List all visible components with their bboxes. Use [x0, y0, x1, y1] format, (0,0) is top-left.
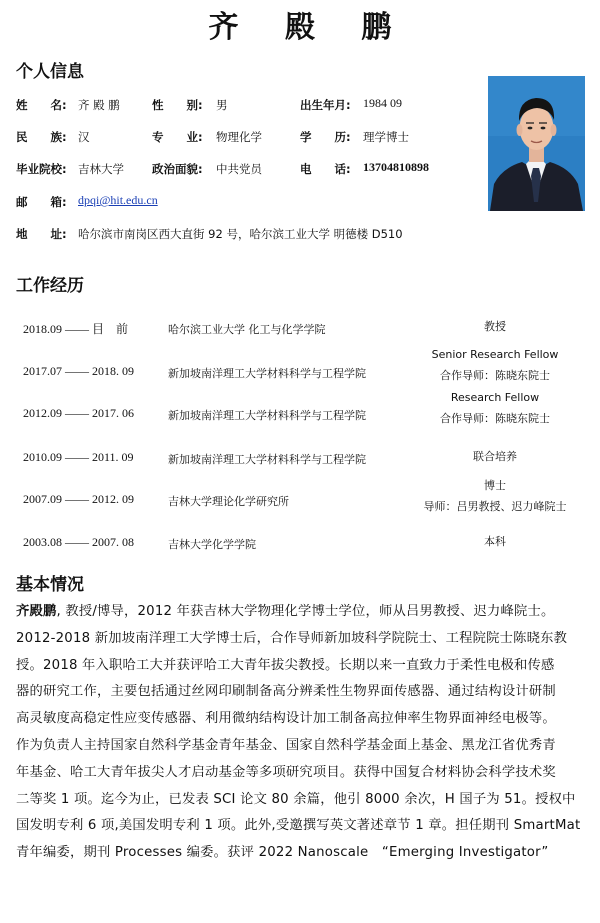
school-label: 毕业院校: [16, 162, 67, 176]
bio-line: 年基金、哈工大青年拔尖人才启动基金等多项研究项目。获得中国复合材料协会科学技术奖 [16, 764, 556, 780]
ethnicity-value: 汉 [78, 130, 90, 144]
bio-line-text: , 教授/博导，2012 年获吉林大学物理化学博士学位，师从吕男教授、迟力峰院士。 [56, 604, 555, 619]
resume-name-title: 齐 殿 鹏 [208, 10, 410, 45]
degree-value: 理学博士 [363, 130, 409, 144]
bio-line [16, 599, 592, 626]
bio-line: 青年编委，期刊 Processes 编委。获评 2022 Nanoscale “Emerging Investigator” [16, 845, 549, 861]
address-value: 哈尔滨市南岗区西大直街 92 号，哈尔滨工业大学 明德楼 D510 [78, 227, 403, 241]
phone-value: 13704810898 [363, 160, 429, 174]
work-org: 吉林大学理论化学研究所 [168, 495, 289, 508]
politics-value: 中共党员 [216, 162, 262, 176]
portrait-illustration [488, 76, 585, 211]
birth-label: 出生年月: [300, 98, 351, 112]
gender-label: 性 别: [152, 98, 203, 112]
work-role: Senior Research Fellow [431, 348, 559, 361]
work-role: 博士 [484, 479, 506, 492]
work-role: 教授 [484, 320, 506, 333]
major-label: 专 业: [152, 130, 203, 144]
section-title-work: 工作经历 [16, 276, 84, 296]
name-label: 姓 名: [16, 98, 67, 112]
work-org: 新加坡南洋理工大学材料科学与工程学院 [168, 409, 366, 422]
name-value: 齐 殿 鹏 [78, 98, 120, 112]
school-value: 吉林大学 [78, 162, 124, 176]
email-label: 邮 箱: [16, 195, 67, 209]
portrait-photo [488, 76, 585, 211]
section-title-personal: 个人信息 [16, 62, 84, 82]
section-title-basic: 基本情况 [16, 575, 84, 595]
bio-name: 齐殿鹏 [16, 604, 57, 619]
bio-line: 授。2018 年入职哈工大并获评哈工大青年拔尖教授。长期以来一直致力于柔性电极和传感 [16, 657, 555, 673]
work-org: 哈尔滨工业大学 化工与化学学院 [168, 323, 326, 336]
gender-value: 男 [216, 98, 228, 112]
work-date: 2003.08 —— 2007. 08 [23, 535, 134, 549]
bio-paragraph [16, 599, 592, 867]
work-advisor: 导师：吕男教授、迟力峰院士 [423, 500, 567, 513]
phone-label: 电 话: [300, 162, 351, 176]
bio-line: 器的研究工作，主要包括通过丝网印刷制备高分辨柔性生物界面传感器、通过结构设计研制 [16, 684, 556, 700]
email-link[interactable]: dpqi@hit.edu.cn [78, 193, 158, 207]
work-date: 2012.09 —— 2017. 06 [23, 406, 134, 420]
bio-line: 高灵敏度高稳定性应变传感器、利用微纳结构设计加工制备高拉伸率生物界面神经电极等。 [16, 711, 556, 727]
birth-value: 1984 09 [363, 96, 402, 110]
work-advisor: 合作导师：陈晓东院士 [440, 369, 550, 382]
bio-line: 作为负责人主持国家自然科学基金青年基金、国家自然科学基金面上基金、黑龙江省优秀青 [16, 737, 556, 753]
work-date: 2007.09 —— 2012. 09 [23, 492, 134, 506]
degree-label: 学 历: [300, 130, 351, 144]
politics-label: 政治面貌: [152, 162, 203, 176]
work-org: 新加坡南洋理工大学材料科学与工程学院 [168, 453, 366, 466]
work-role: 本科 [484, 535, 506, 548]
work-advisor: 合作导师：陈晓东院士 [440, 412, 550, 425]
work-org: 新加坡南洋理工大学材料科学与工程学院 [168, 367, 366, 380]
bio-line: 2012-2018 新加坡南洋理工大学博士后，合作导师新加坡科学院院士、工程院院士陈晓东教 [16, 630, 568, 646]
address-label: 地 址: [16, 227, 67, 241]
work-role: 联合培养 [473, 450, 517, 463]
work-date: 2010.09 —— 2011. 09 [23, 450, 134, 464]
work-date: 2018.09 —— 目 前 [23, 322, 129, 336]
work-role: Research Fellow [450, 391, 540, 404]
bio-line: 二等奖 1 项。迄今为止，已发表 SCI 论文 80 余篇，他引 8000 余次，H 国子为 51。授权中 [16, 791, 576, 807]
ethnicity-label: 民 族: [16, 130, 67, 144]
bio-line: 国发明专利 6 项,美国发明专利 1 项。此外,受邀撰写英文著述章节 1 章。担任期刊 SmartMat [16, 818, 581, 834]
major-value: 物理化学 [216, 130, 262, 144]
work-org: 吉林大学化学学院 [168, 538, 256, 551]
work-date: 2017.07 —— 2018. 09 [23, 364, 134, 378]
